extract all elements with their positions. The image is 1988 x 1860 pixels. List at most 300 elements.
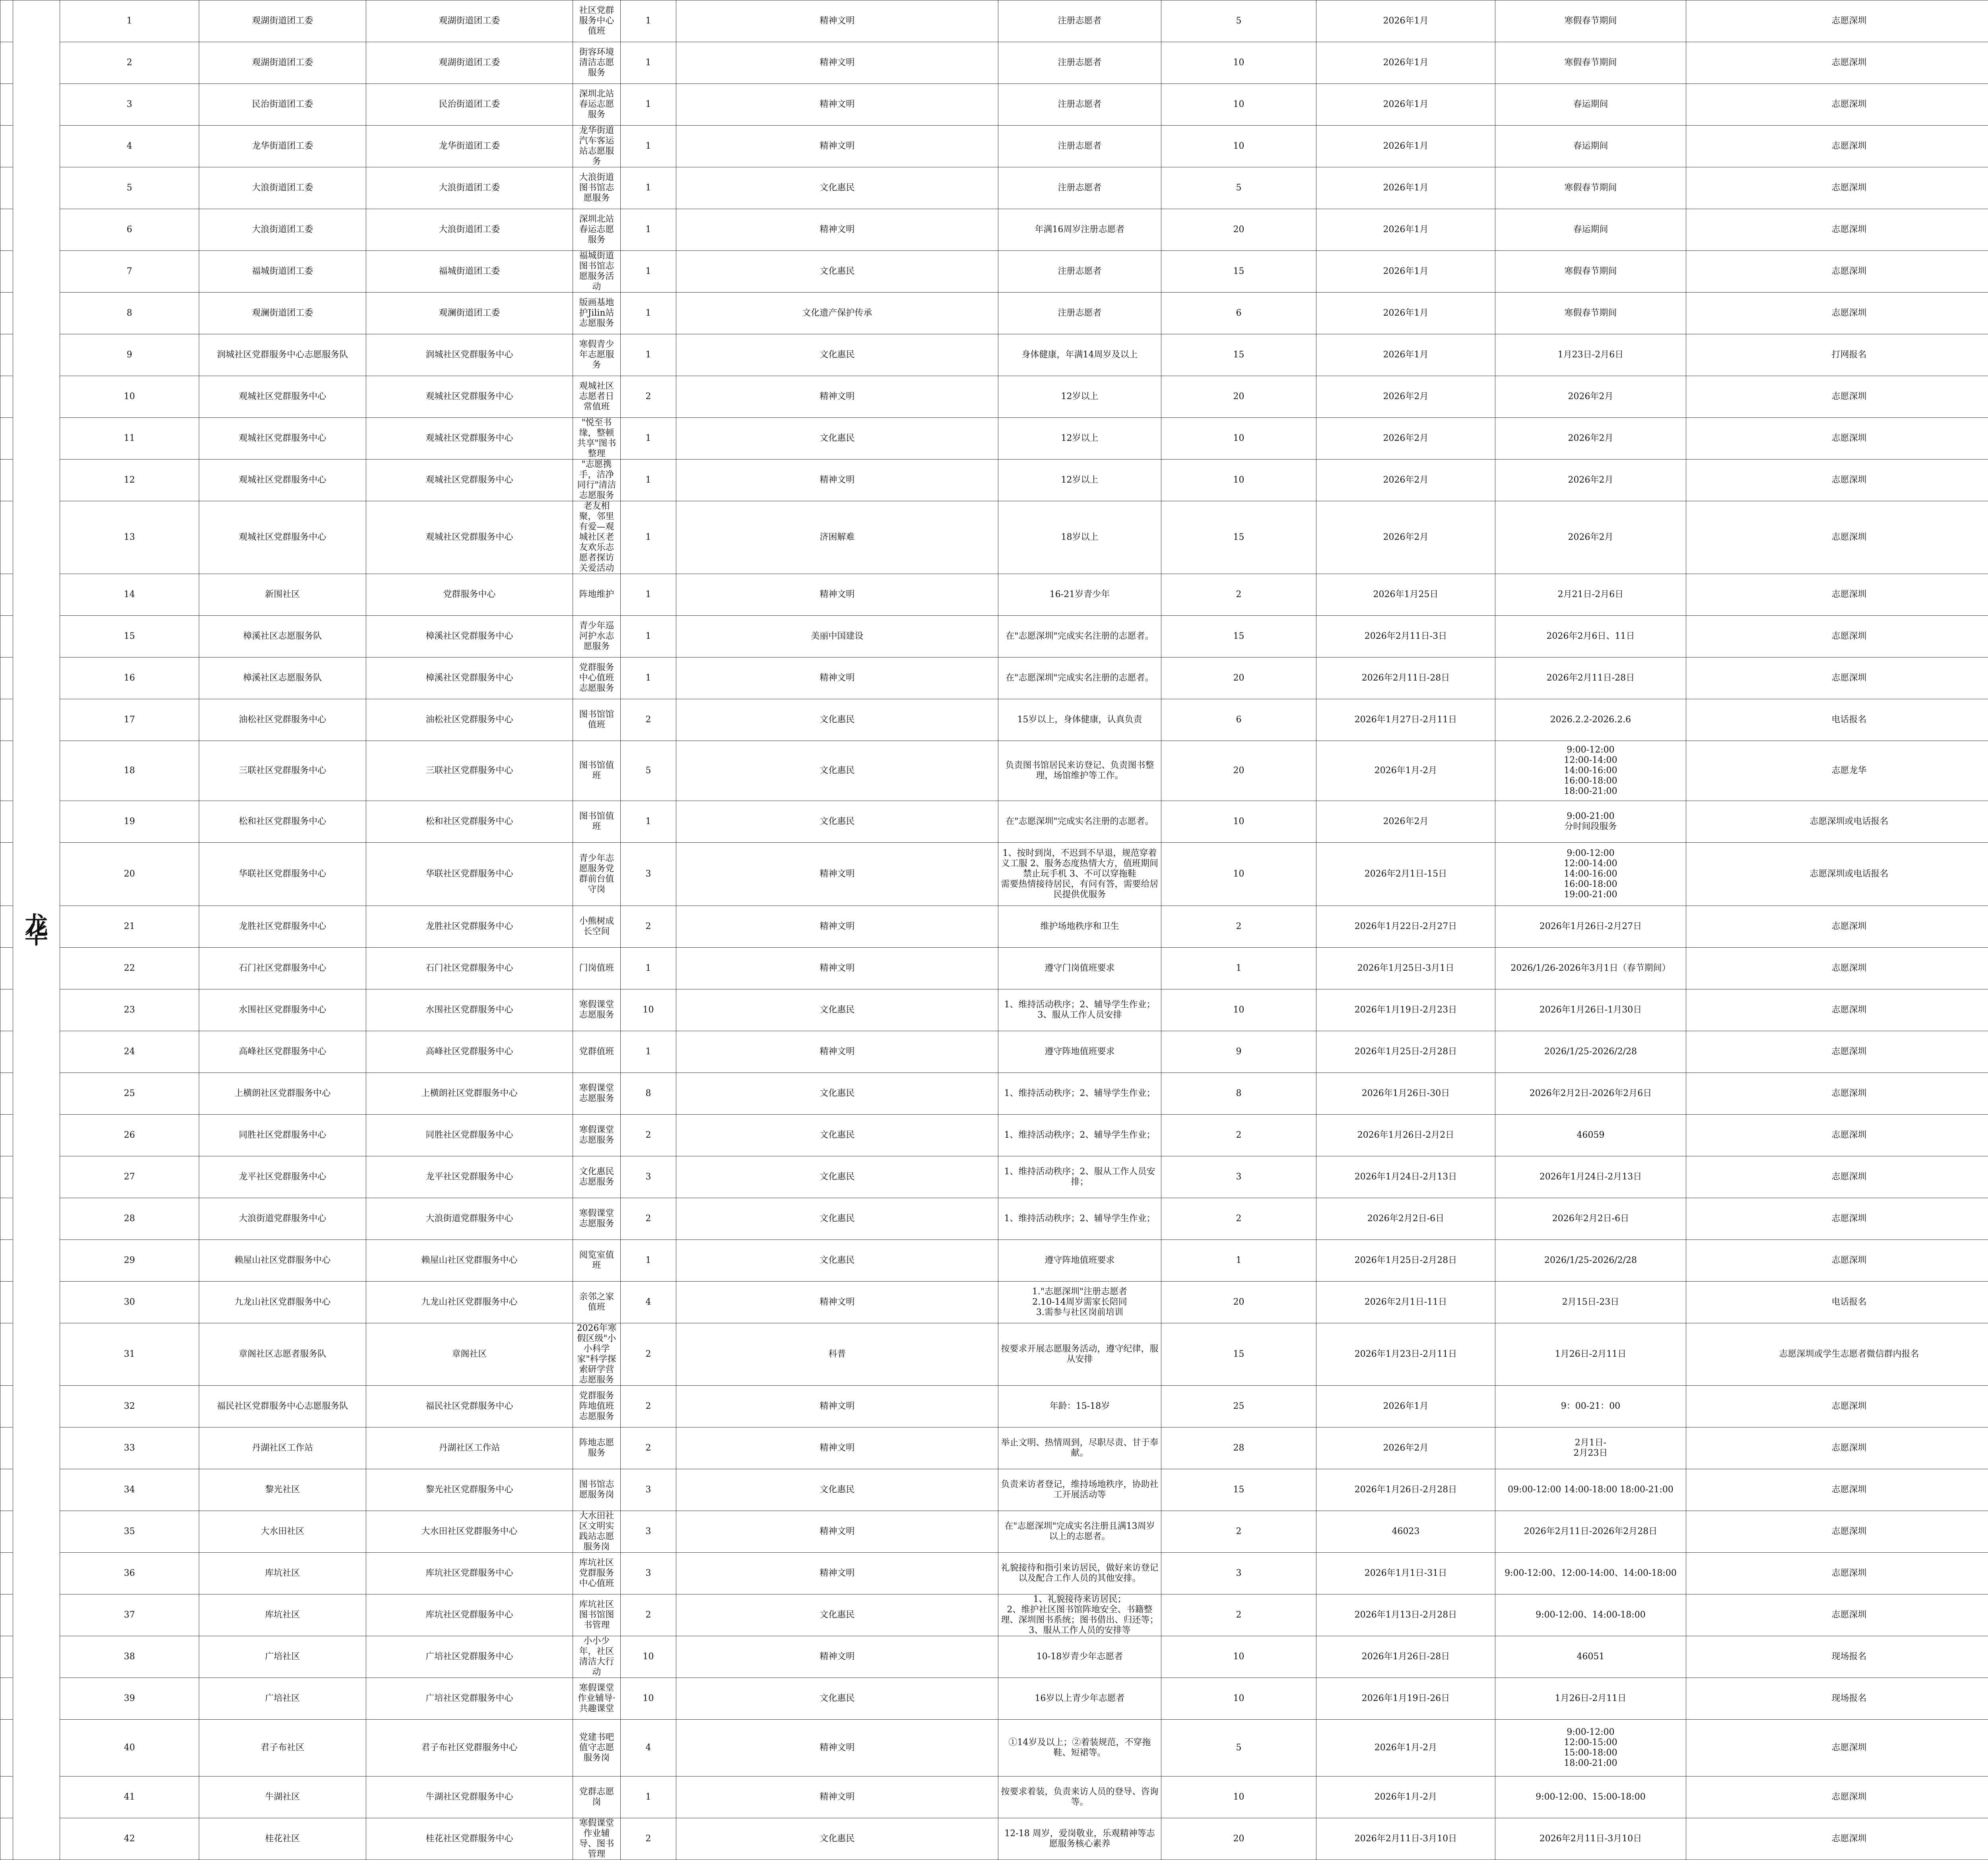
service-time-cell: 9:00-12:00、15:00-18:00	[1495, 1777, 1686, 1818]
headcount-cell: 1	[621, 460, 676, 501]
venue-cell: 福民社区党群服务中心	[366, 1386, 573, 1427]
position-name-cell: 寒假课堂志愿服务	[573, 1073, 621, 1115]
headcount-cell: 1	[621, 616, 676, 657]
signup-method-cell: 志愿深圳	[1686, 1594, 1988, 1636]
venue-cell: 龙胜社区党群服务中心	[366, 906, 573, 948]
requirements-cell: 12岁以上	[998, 418, 1161, 460]
venue-cell: 油松社区党群服务中心	[366, 699, 573, 741]
margin-cell	[0, 1777, 13, 1818]
recruit-period-cell: 2026年1月25日-2月28日	[1316, 1240, 1495, 1282]
headcount-cell: 2	[621, 1115, 676, 1156]
recruit-period-cell: 2026年1月	[1316, 293, 1495, 334]
margin-cell	[0, 948, 13, 989]
row-number: 5	[60, 167, 199, 209]
table-row	[0, 126, 1988, 167]
requirements-cell: 负责来访者登记，维持场地秩序，协助社工开展活动等	[998, 1469, 1161, 1511]
signup-method-cell: 志愿深圳或电话报名	[1686, 801, 1988, 843]
requirements-cell: 遵守阵地值班要求	[998, 1031, 1161, 1073]
service-time-cell: 寒假春节期间	[1495, 167, 1686, 209]
row-number: 19	[60, 801, 199, 843]
headcount-cell: 2	[621, 1427, 676, 1469]
recruit-count-cell: 1	[1161, 1240, 1316, 1282]
recruit-count-cell: 2	[1161, 1198, 1316, 1240]
table-row	[0, 209, 1988, 251]
category-cell: 精神文明	[676, 1777, 998, 1818]
margin-cell	[0, 1240, 13, 1282]
venue-cell: 华联社区党群服务中心	[366, 843, 573, 906]
venue-cell: 观湖街道团工委	[366, 0, 573, 42]
service-time-cell: 9:00-12:00 12:00-14:00 14:00-16:00 16:00-18:00 18:00-21:00	[1495, 741, 1686, 801]
recruit-count-cell: 15	[1161, 1469, 1316, 1511]
signup-method-cell: 志愿深圳或电话报名	[1686, 843, 1988, 906]
venue-cell: 章阁社区	[366, 1323, 573, 1386]
position-name-cell: 社区党群服务中心值班	[573, 0, 621, 42]
position-name-cell: 图书馆志愿服务岗	[573, 1469, 621, 1511]
headcount-cell: 10	[621, 1636, 676, 1678]
margin-cell	[0, 1678, 13, 1720]
position-name-cell: 寒假课堂志愿服务	[573, 989, 621, 1031]
recruit-period-cell: 2026年1月25日	[1316, 574, 1495, 616]
service-time-cell: 9:00-12:00、12:00-14:00、14:00-18:00	[1495, 1553, 1686, 1594]
recruit-count-cell: 10	[1161, 460, 1316, 501]
position-name-cell: 寒假课堂作业辅导·共趣课堂	[573, 1678, 621, 1720]
signup-method-cell: 志愿深圳	[1686, 616, 1988, 657]
headcount-cell: 1	[621, 801, 676, 843]
requirements-cell: 年满16周岁注册志愿者	[998, 209, 1161, 251]
recruit-period-cell: 2026年1月13日-2月28日	[1316, 1594, 1495, 1636]
category-cell: 精神文明	[676, 948, 998, 989]
recruit-period-cell: 2026年1月26日-30日	[1316, 1073, 1495, 1115]
venue-cell: 高峰社区党群服务中心	[366, 1031, 573, 1073]
margin-cell	[0, 801, 13, 843]
requirements-cell: 维护场地秩序和卫生	[998, 906, 1161, 948]
requirements-cell: 遵守阵地值班要求	[998, 1240, 1161, 1282]
requirements-cell: 1、按时到岗，不迟到不早退，规范穿着义工服 2、服务态度热情大方，值班期间禁止玩手机 3、不可以穿拖鞋 需要热情接待居民，有问有答，需要给居民提供优服务	[998, 843, 1161, 906]
recruit-count-cell: 6	[1161, 699, 1316, 741]
position-name-cell: 门岗值班	[573, 948, 621, 989]
headcount-cell: 1	[621, 251, 676, 293]
signup-method-cell: 志愿深圳	[1686, 1469, 1988, 1511]
position-name-cell: 党群志愿岗	[573, 1777, 621, 1818]
signup-method-cell: 志愿深圳	[1686, 251, 1988, 293]
organizer-cell: 观澜街道团工委	[199, 293, 366, 334]
position-name-cell: 图书馆值班	[573, 741, 621, 801]
table-row	[0, 1323, 1988, 1386]
row-number: 23	[60, 989, 199, 1031]
headcount-cell: 1	[621, 948, 676, 989]
organizer-cell: 观城社区党群服务中心	[199, 501, 366, 574]
margin-cell	[0, 251, 13, 293]
headcount-cell: 2	[621, 1198, 676, 1240]
recruit-period-cell: 2026年1月24日-2月13日	[1316, 1156, 1495, 1198]
headcount-cell: 1	[621, 209, 676, 251]
headcount-cell: 1	[621, 1240, 676, 1282]
table-row	[0, 1818, 1988, 1860]
row-number: 6	[60, 209, 199, 251]
venue-cell: 民治街道团工委	[366, 84, 573, 126]
headcount-cell: 3	[621, 1511, 676, 1553]
position-name-cell: 版画基地护Jilin站志愿服务	[573, 293, 621, 334]
recruit-count-cell: 20	[1161, 1282, 1316, 1323]
organizer-cell: 赖屋山社区党群服务中心	[199, 1240, 366, 1282]
table-row	[0, 657, 1988, 699]
venue-cell: 牛湖社区党群服务中心	[366, 1777, 573, 1818]
margin-cell	[0, 1156, 13, 1198]
recruit-count-cell: 10	[1161, 1636, 1316, 1678]
signup-method-cell: 志愿深圳	[1686, 1198, 1988, 1240]
organizer-cell: 大浪街道党群服务中心	[199, 1198, 366, 1240]
row-number: 18	[60, 741, 199, 801]
recruit-count-cell: 5	[1161, 1720, 1316, 1777]
signup-method-cell: 志愿深圳或学生志愿者微信群内报名	[1686, 1323, 1988, 1386]
category-cell: 文化惠民	[676, 1240, 998, 1282]
recruit-period-cell: 2026年2月11日-3日	[1316, 616, 1495, 657]
requirements-cell: 15岁以上，身体健康，认真负责	[998, 699, 1161, 741]
service-time-cell: 2026/1/25-2026/2/28	[1495, 1240, 1686, 1282]
headcount-cell: 8	[621, 1073, 676, 1115]
venue-cell: 库坑社区党群服务中心	[366, 1553, 573, 1594]
category-cell: 文化惠民	[676, 418, 998, 460]
organizer-cell: 华联社区党群服务中心	[199, 843, 366, 906]
headcount-cell: 1	[621, 657, 676, 699]
organizer-cell: 九龙山社区党群服务中心	[199, 1282, 366, 1323]
position-name-cell: 图书馆馆值班	[573, 699, 621, 741]
position-name-cell: 寒假课堂志愿服务	[573, 1115, 621, 1156]
venue-cell: 龙平社区党群服务中心	[366, 1156, 573, 1198]
venue-cell: 库坑社区党群服务中心	[366, 1594, 573, 1636]
category-cell: 文化惠民	[676, 1678, 998, 1720]
row-number: 37	[60, 1594, 199, 1636]
organizer-cell: 大水田社区	[199, 1511, 366, 1553]
service-time-cell: 2026年2月11日-2026年2月28日	[1495, 1511, 1686, 1553]
recruit-period-cell: 2026年1月23日-2月11日	[1316, 1323, 1495, 1386]
row-number: 29	[60, 1240, 199, 1282]
row-number: 17	[60, 699, 199, 741]
recruit-period-cell: 2026年1月27日-2月11日	[1316, 699, 1495, 741]
service-time-cell: 09:00-12:00 14:00-18:00 18:00-21:00	[1495, 1469, 1686, 1511]
service-time-cell: 2月1日- 2月23日	[1495, 1427, 1686, 1469]
signup-method-cell: 电话报名	[1686, 1282, 1988, 1323]
category-cell: 精神文明	[676, 1636, 998, 1678]
recruit-count-cell: 10	[1161, 1678, 1316, 1720]
margin-cell	[0, 1073, 13, 1115]
category-cell: 精神文明	[676, 657, 998, 699]
headcount-cell: 1	[621, 1777, 676, 1818]
position-name-cell: 观城社区志愿者日常值班	[573, 376, 621, 418]
position-name-cell: 龙华街道汽车客运站志愿服务	[573, 126, 621, 167]
organizer-cell: 新围社区	[199, 574, 366, 616]
table-row	[0, 501, 1988, 574]
signup-method-cell: 志愿深圳	[1686, 126, 1988, 167]
venue-cell: 君子布社区党群服务中心	[366, 1720, 573, 1777]
recruit-count-cell: 25	[1161, 1386, 1316, 1427]
margin-cell	[0, 1818, 13, 1860]
signup-method-cell: 志愿深圳	[1686, 209, 1988, 251]
recruit-period-cell: 2026年2月	[1316, 460, 1495, 501]
headcount-cell: 2	[621, 906, 676, 948]
category-cell: 精神文明	[676, 376, 998, 418]
organizer-cell: 龙华街道团工委	[199, 126, 366, 167]
category-cell: 精神文明	[676, 906, 998, 948]
venue-cell: 大浪街道党群服务中心	[366, 1198, 573, 1240]
position-name-cell: 老友相聚，邻里有爱—观城社区老友欢乐志愿者探访关爱活动	[573, 501, 621, 574]
organizer-cell: 福城街道团工委	[199, 251, 366, 293]
recruit-count-cell: 3	[1161, 1553, 1316, 1594]
venue-cell: 黎光社区党群服务中心	[366, 1469, 573, 1511]
signup-method-cell: 志愿深圳	[1686, 1156, 1988, 1198]
table-row	[0, 1636, 1988, 1678]
recruit-count-cell: 10	[1161, 42, 1316, 84]
signup-method-cell: 电话报名	[1686, 699, 1988, 741]
table-row	[0, 1240, 1988, 1282]
headcount-cell: 1	[621, 293, 676, 334]
margin-cell	[0, 1636, 13, 1678]
venue-cell: 福城街道团工委	[366, 251, 573, 293]
row-number: 25	[60, 1073, 199, 1115]
position-name-cell: 库坑社区党群服务中心值班	[573, 1553, 621, 1594]
position-name-cell: 青少年巡河护水志愿服务	[573, 616, 621, 657]
requirements-cell: 遵守门岗值班要求	[998, 948, 1161, 989]
table-row	[0, 1469, 1988, 1511]
row-number: 21	[60, 906, 199, 948]
requirements-cell: 12-18 周岁，爱岗敬业，乐观精神等志愿服务核心素养	[998, 1818, 1161, 1860]
headcount-cell: 4	[621, 1282, 676, 1323]
table-row	[0, 1198, 1988, 1240]
service-time-cell: 2026年2月11日-28日	[1495, 657, 1686, 699]
recruit-count-cell: 20	[1161, 209, 1316, 251]
table-row	[0, 1031, 1988, 1073]
signup-method-cell: 志愿深圳	[1686, 1240, 1988, 1282]
category-cell: 文化惠民	[676, 1198, 998, 1240]
category-cell: 精神文明	[676, 126, 998, 167]
row-number: 20	[60, 843, 199, 906]
service-time-cell: 2026/1/26-2026年3月1日（春节期间）	[1495, 948, 1686, 989]
row-number: 27	[60, 1156, 199, 1198]
position-name-cell: 小小少年，社区清洁大行动	[573, 1636, 621, 1678]
position-name-cell: 图书馆值班	[573, 801, 621, 843]
signup-method-cell: 现场报名	[1686, 1636, 1988, 1678]
signup-method-cell: 志愿深圳	[1686, 1073, 1988, 1115]
headcount-cell: 3	[621, 1553, 676, 1594]
recruit-count-cell: 20	[1161, 657, 1316, 699]
service-time-cell: 9:00-12:00 12:00-15:00 15:00-18:00 18:00-21:00	[1495, 1720, 1686, 1777]
category-cell: 文化惠民	[676, 1156, 998, 1198]
service-time-cell: 2026年2月	[1495, 418, 1686, 460]
service-time-cell: 寒假春节期间	[1495, 42, 1686, 84]
requirements-cell: 注册志愿者	[998, 167, 1161, 209]
venue-cell: 润城社区党群服务中心	[366, 334, 573, 376]
table-row	[0, 741, 1988, 801]
recruit-period-cell: 2026年2月1日-11日	[1316, 1282, 1495, 1323]
recruit-period-cell: 2026年1月19日-2月23日	[1316, 989, 1495, 1031]
row-number: 9	[60, 334, 199, 376]
position-name-cell: "志愿携手，洁净同行"清洁志愿服务	[573, 460, 621, 501]
signup-method-cell: 志愿深圳	[1686, 167, 1988, 209]
service-time-cell: 2月21日-2月6日	[1495, 574, 1686, 616]
recruit-count-cell: 8	[1161, 1073, 1316, 1115]
row-number: 38	[60, 1636, 199, 1678]
service-time-cell: 春运期间	[1495, 84, 1686, 126]
organizer-cell: 章阁社区志愿者服务队	[199, 1323, 366, 1386]
service-time-cell: 春运期间	[1495, 126, 1686, 167]
position-name-cell: 阅览室值班	[573, 1240, 621, 1282]
organizer-cell: 石门社区党群服务中心	[199, 948, 366, 989]
organizer-cell: 牛湖社区	[199, 1777, 366, 1818]
headcount-cell: 1	[621, 574, 676, 616]
service-time-cell: 寒假春节期间	[1495, 293, 1686, 334]
table-row	[0, 1678, 1988, 1720]
position-name-cell: "悦至书缘，整顿共享"图书整理	[573, 418, 621, 460]
service-time-cell: 9:00-21:00 分时间段服务	[1495, 801, 1686, 843]
category-cell: 文化惠民	[676, 251, 998, 293]
margin-cell	[0, 1553, 13, 1594]
organizer-cell: 黎光社区	[199, 1469, 366, 1511]
recruit-count-cell: 10	[1161, 126, 1316, 167]
category-cell: 文化遗产保护传承	[676, 293, 998, 334]
row-number: 41	[60, 1777, 199, 1818]
row-number: 8	[60, 293, 199, 334]
position-name-cell: 街容环境清洁志愿服务	[573, 42, 621, 84]
signup-method-cell: 志愿深圳	[1686, 1818, 1988, 1860]
margin-cell	[0, 1720, 13, 1777]
table-row	[0, 293, 1988, 334]
requirements-cell: 在"志愿深圳"完成实名注册的志愿者。	[998, 616, 1161, 657]
table-row	[0, 616, 1988, 657]
headcount-cell: 1	[621, 42, 676, 84]
organizer-cell: 龙平社区党群服务中心	[199, 1156, 366, 1198]
organizer-cell: 丹湖社区工作站	[199, 1427, 366, 1469]
category-cell: 精神文明	[676, 1386, 998, 1427]
row-number: 36	[60, 1553, 199, 1594]
service-time-cell: 2026年2月11日-3月10日	[1495, 1818, 1686, 1860]
recruit-count-cell: 10	[1161, 418, 1316, 460]
margin-cell	[0, 293, 13, 334]
recruit-count-cell: 2	[1161, 1115, 1316, 1156]
signup-method-cell: 志愿深圳	[1686, 418, 1988, 460]
service-time-cell: 1月26日-2月11日	[1495, 1678, 1686, 1720]
requirements-cell: 注册志愿者	[998, 42, 1161, 84]
recruit-count-cell: 10	[1161, 1777, 1316, 1818]
table-row	[0, 1720, 1988, 1777]
margin-cell	[0, 460, 13, 501]
category-cell: 文化惠民	[676, 1594, 998, 1636]
service-time-cell: 2026年2月2日-2026年2月6日	[1495, 1073, 1686, 1115]
requirements-cell: 1."志愿深圳"注册志愿者 2.10-14周岁需家长陪同 3.需参与社区岗前培训	[998, 1282, 1161, 1323]
signup-method-cell: 志愿深圳	[1686, 1115, 1988, 1156]
requirements-cell: 18岁以上	[998, 501, 1161, 574]
row-number: 16	[60, 657, 199, 699]
recruit-period-cell: 2026年2月11日-3月10日	[1316, 1818, 1495, 1860]
margin-cell	[0, 843, 13, 906]
row-number: 7	[60, 251, 199, 293]
row-number: 35	[60, 1511, 199, 1553]
venue-cell: 石门社区党群服务中心	[366, 948, 573, 989]
signup-method-cell: 志愿深圳	[1686, 1386, 1988, 1427]
margin-cell	[0, 657, 13, 699]
position-name-cell: 寒假课堂作业辅导、图书管理	[573, 1818, 621, 1860]
category-cell: 精神文明	[676, 42, 998, 84]
venue-cell: 观城社区党群服务中心	[366, 501, 573, 574]
signup-method-cell: 志愿深圳	[1686, 42, 1988, 84]
signup-method-cell: 志愿深圳	[1686, 1553, 1988, 1594]
organizer-cell: 润城社区党群服务中心志愿服务队	[199, 334, 366, 376]
venue-cell: 桂花社区党群服务中心	[366, 1818, 573, 1860]
requirements-cell: 1、维持活动秩序；2、辅导学生作业；3、服从工作人员安排	[998, 989, 1161, 1031]
signup-method-cell: 志愿深圳	[1686, 948, 1988, 989]
signup-method-cell: 现场报名	[1686, 1678, 1988, 1720]
headcount-cell: 1	[621, 126, 676, 167]
row-number: 30	[60, 1282, 199, 1323]
margin-cell	[0, 1386, 13, 1427]
venue-cell: 广培社区党群服务中心	[366, 1678, 573, 1720]
organizer-cell: 樟溪社区志愿服务队	[199, 616, 366, 657]
table-row	[0, 1594, 1988, 1636]
headcount-cell: 5	[621, 741, 676, 801]
venue-cell: 大浪街道团工委	[366, 167, 573, 209]
requirements-cell: 1、维持活动秩序；2、服从工作人员安排；	[998, 1156, 1161, 1198]
row-number: 28	[60, 1198, 199, 1240]
recruit-count-cell: 5	[1161, 0, 1316, 42]
position-name-cell: 阵地志愿服务	[573, 1427, 621, 1469]
row-number: 3	[60, 84, 199, 126]
category-cell: 文化惠民	[676, 167, 998, 209]
recruit-period-cell: 2026年1月26日-28日	[1316, 1636, 1495, 1678]
position-name-cell: 库坑社区图书馆图书管理	[573, 1594, 621, 1636]
venue-cell: 樟溪社区党群服务中心	[366, 616, 573, 657]
requirements-cell: 年龄：15-18岁	[998, 1386, 1161, 1427]
requirements-cell: 1、礼貌接待来访居民； 2、维护社区图书馆阵地安全、书籍整理、深圳图书系统；图书借出、归还等； 3、服从工作人员的安排等	[998, 1594, 1161, 1636]
organizer-cell: 观湖街道团工委	[199, 42, 366, 84]
requirements-cell: 注册志愿者	[998, 126, 1161, 167]
requirements-cell: 1、维持活动秩序；2、辅导学生作业；	[998, 1073, 1161, 1115]
signup-method-cell: 志愿深圳	[1686, 989, 1988, 1031]
recruit-period-cell: 2026年2月	[1316, 801, 1495, 843]
recruit-count-cell: 9	[1161, 1031, 1316, 1073]
recruit-count-cell: 15	[1161, 251, 1316, 293]
recruit-count-cell: 20	[1161, 1818, 1316, 1860]
table-row	[0, 42, 1988, 84]
signup-method-cell: 志愿龙华	[1686, 741, 1988, 801]
signup-method-cell: 志愿深圳	[1686, 84, 1988, 126]
requirements-cell: 10-18岁青少年志愿者	[998, 1636, 1161, 1678]
position-name-cell: 寒假青少年志愿服务	[573, 334, 621, 376]
row-number: 15	[60, 616, 199, 657]
organizer-cell: 大浪街道团工委	[199, 167, 366, 209]
service-time-cell: 2026/1/25-2026/2/28	[1495, 1031, 1686, 1073]
organizer-cell: 观城社区党群服务中心	[199, 376, 366, 418]
position-name-cell: 党群服务中心值班志愿服务	[573, 657, 621, 699]
table-row	[0, 0, 1988, 42]
venue-cell: 三联社区党群服务中心	[366, 741, 573, 801]
recruit-period-cell: 2026年2月	[1316, 501, 1495, 574]
requirements-cell: 按要求着装，负责来访人员的登导、咨询等。	[998, 1777, 1161, 1818]
headcount-cell: 1	[621, 0, 676, 42]
headcount-cell: 2	[621, 1594, 676, 1636]
table-row	[0, 1282, 1988, 1323]
margin-cell	[0, 616, 13, 657]
venue-cell: 观湖街道团工委	[366, 42, 573, 84]
organizer-cell: 三联社区党群服务中心	[199, 741, 366, 801]
margin-cell	[0, 1511, 13, 1553]
headcount-cell: 10	[621, 989, 676, 1031]
recruit-period-cell: 2026年1月	[1316, 126, 1495, 167]
position-name-cell: 小熊树成长空间	[573, 906, 621, 948]
category-cell: 文化惠民	[676, 334, 998, 376]
position-name-cell: 党群服务阵地值班志愿服务	[573, 1386, 621, 1427]
recruit-period-cell: 2026年1月	[1316, 1386, 1495, 1427]
row-number: 14	[60, 574, 199, 616]
recruit-count-cell: 10	[1161, 801, 1316, 843]
